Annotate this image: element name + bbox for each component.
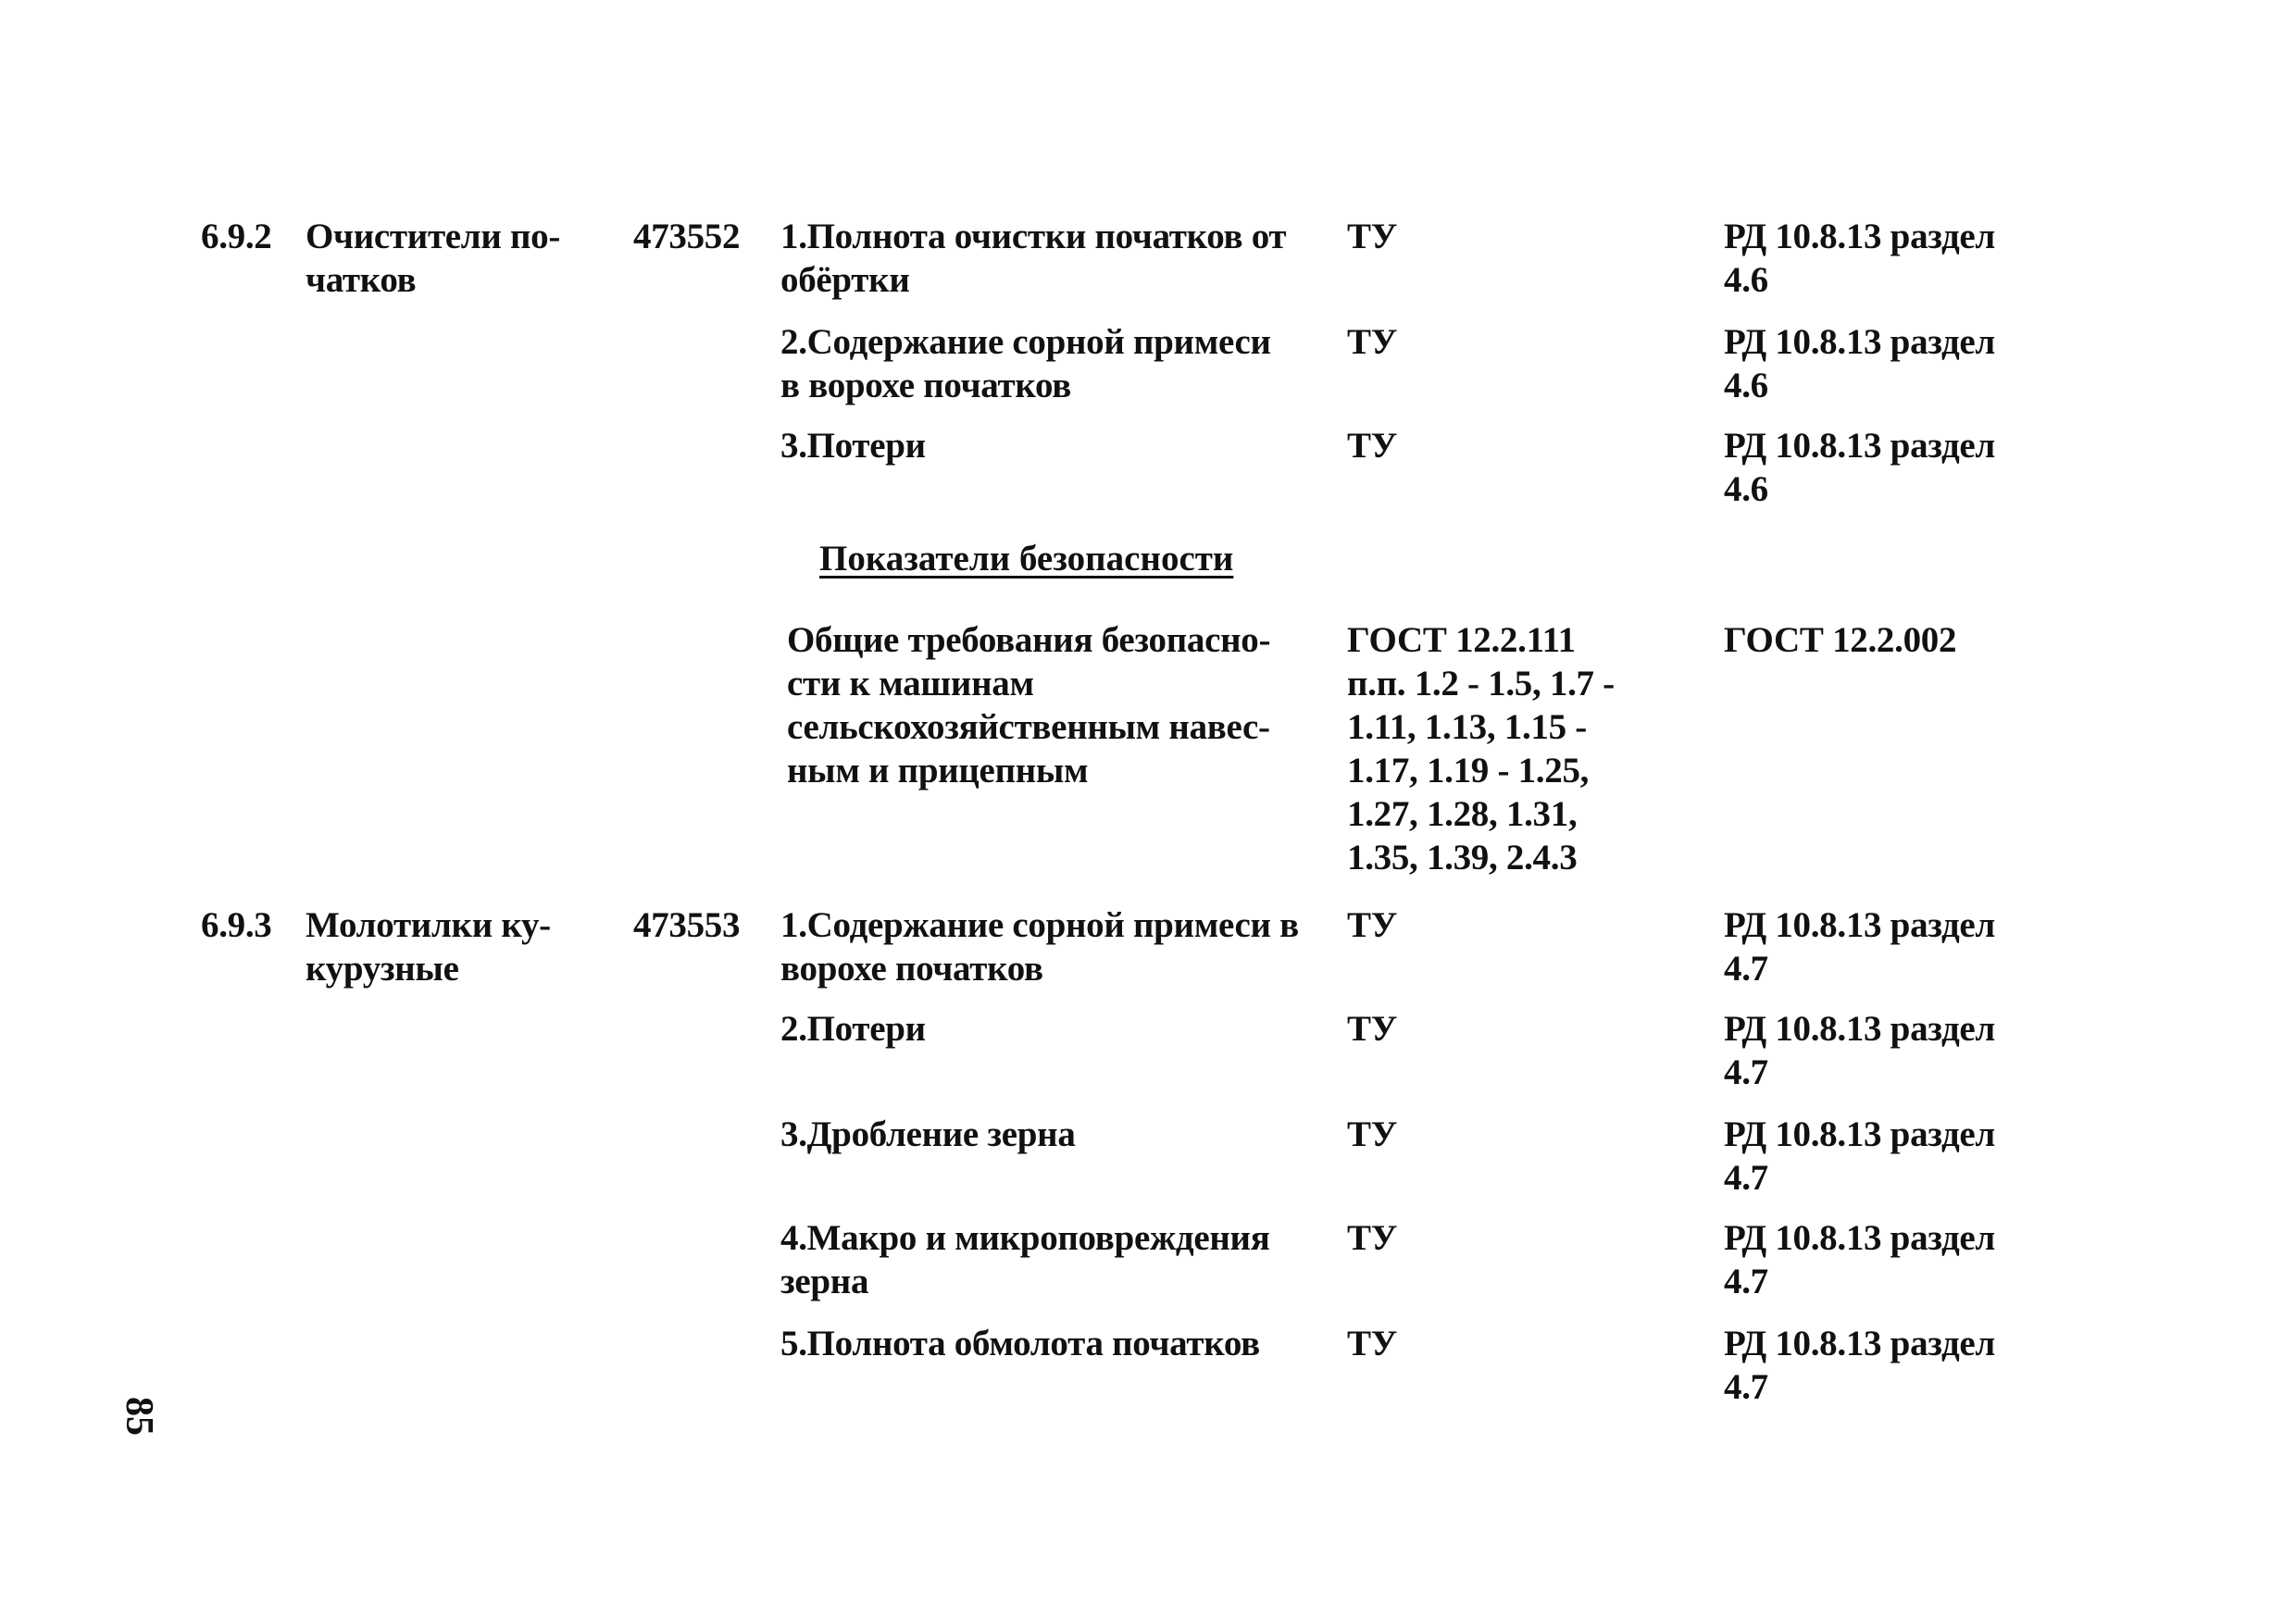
norm: ТУ [1347,1324,1398,1363]
section-code: 6.9.3 [201,905,272,945]
test-method: ГОСТ 12.2.002 [1724,620,1957,660]
test-method: РД 10.8.13 раздел 4.7 [1724,1218,1995,1301]
test-method: РД 10.8.13 раздел 4.7 [1724,905,1995,989]
indicator: 3.Дробление зерна [780,1114,1076,1154]
safety-heading: Показатели безопасности [819,539,1234,579]
machine-name: Очистители по- чатков [306,217,561,300]
machine-name: Молотилки ку- курузные [306,905,551,989]
indicator: 1.Полнота очистки початков от обёртки [780,217,1287,300]
indicator: 3.Потери [780,426,926,466]
test-method: РД 10.8.13 раздел 4.7 [1724,1009,1995,1092]
norm: ТУ [1347,217,1398,256]
norm: ГОСТ 12.2.111 п.п. 1.2 - 1.5, 1.7 - 1.11, 1.13, 1.15 - 1.17, 1.19 - 1.25, 1.27, 1.28, 1.31, 1.35, 1.39, 2.4.3 [1347,620,1615,877]
indicator: 2.Содержание сорной примеси в ворохе початков [780,322,1271,405]
okp-code: 473553 [633,905,741,945]
test-method: РД 10.8.13 раздел 4.6 [1724,426,1995,509]
indicator: 2.Потери [780,1009,926,1049]
norm: ТУ [1347,426,1398,466]
test-method: РД 10.8.13 раздел 4.7 [1724,1114,1995,1198]
test-method: РД 10.8.13 раздел 4.6 [1724,322,1995,405]
indicator: Общие требования безопасно- сти к машинам сельскохозяйственным навес- ным и прицепным [787,620,1271,790]
norm: ТУ [1347,1009,1398,1049]
norm: ТУ [1347,905,1398,945]
indicator: 5.Полнота обмолота початков [780,1324,1260,1363]
test-method: РД 10.8.13 раздел 4.7 [1724,1324,1995,1407]
page-number: 85 [118,1397,160,1436]
norm: ТУ [1347,1218,1398,1258]
norm: ТУ [1347,322,1398,362]
okp-code: 473552 [633,217,741,256]
indicator: 1.Содержание сорной примеси в ворохе початков [780,905,1299,989]
section-code: 6.9.2 [201,217,272,256]
indicator: 4.Макро и микроповреждения зерна [780,1218,1270,1301]
norm: ТУ [1347,1114,1398,1154]
test-method: РД 10.8.13 раздел 4.6 [1724,217,1995,300]
